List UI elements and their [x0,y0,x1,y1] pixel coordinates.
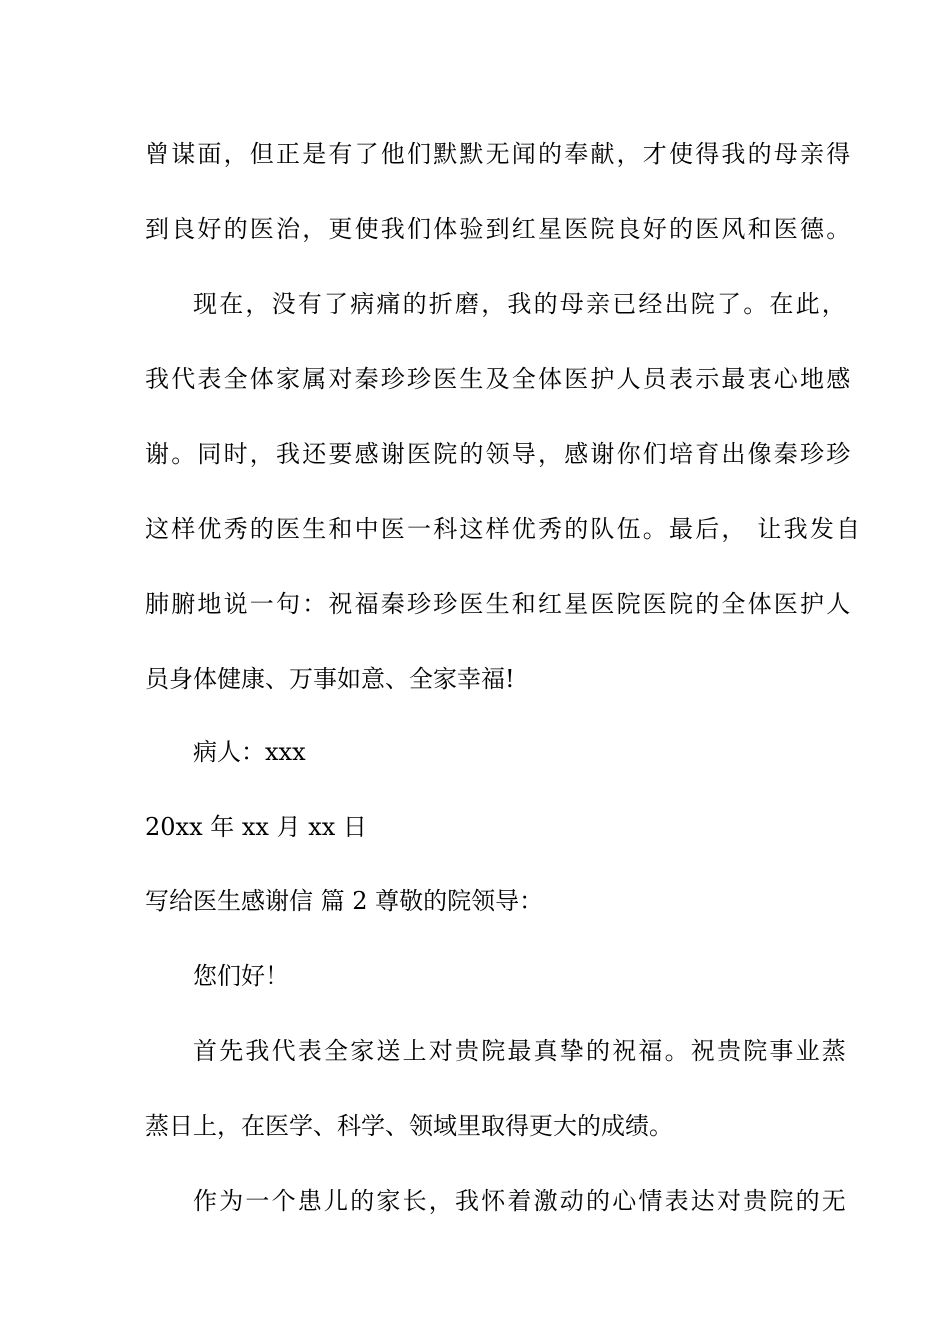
paragraph-line: 作为一个患儿的家长，我怀着激动的心情表达对贵院的无 [193,1187,848,1215]
paragraph-line: 到良好的医治，更使我们体验到红星医院良好的医风和医德。 [145,215,853,243]
paragraph-line: 曾谋面，但正是有了他们默默无闻的奉献，才使得我的母亲得 [145,140,853,168]
signature-patient: 病人：xxx [193,738,306,766]
paragraph-line: 谢。同时，我还要感谢医院的领导，感谢你们培育出像秦珍珍 [145,440,853,468]
section-heading: 写给医生感谢信 篇 2 尊敬的院领导： [145,887,544,915]
greeting: 您们好！ [193,962,289,990]
paragraph-line: 肺腑地说一句：祝福秦珍珍医生和红星医院医院的全体医护人 [145,590,853,618]
paragraph-line: 我代表全体家属对秦珍珍医生及全体医护人员表示最衷心地感 [145,365,853,393]
paragraph-line: 蒸日上，在医学、科学、领域里取得更大的成绩。 [145,1112,673,1140]
paragraph-line: 首先我代表全家送上对贵院最真挚的祝福。祝贵院事业蒸 [193,1037,848,1065]
paragraph-line: 员身体健康、万事如意、全家幸福! [145,665,515,693]
signature-date: 20xx 年 xx 月 xx 日 [145,813,367,841]
paragraph-line: 这样优秀的医生和中医一科这样优秀的队伍。最后， 让我发自 [145,515,863,543]
paragraph-line: 现在，没有了病痛的折磨，我的母亲已经出院了。在此， [193,290,848,318]
